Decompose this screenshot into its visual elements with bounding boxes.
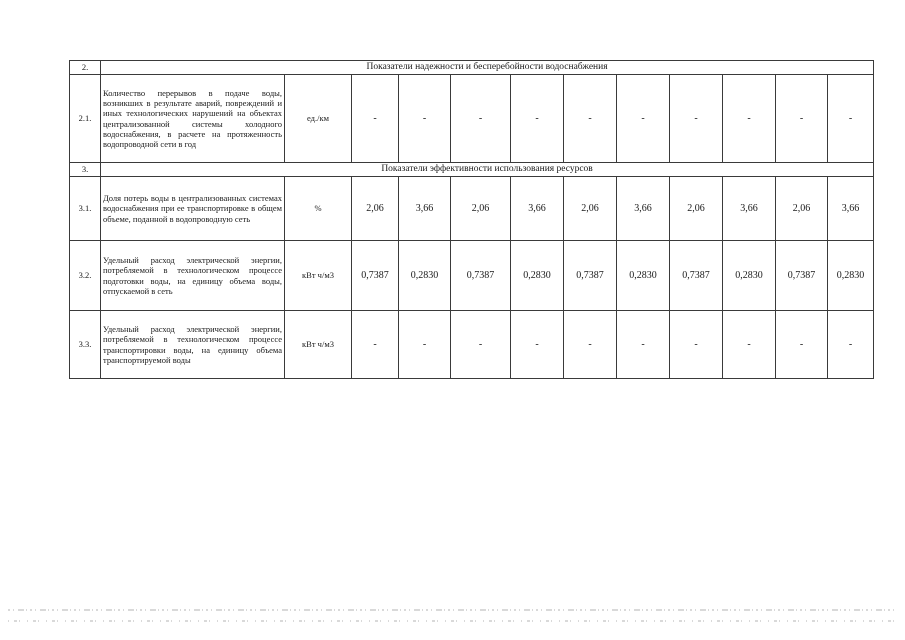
row-unit: кВт ч/м3 bbox=[285, 311, 352, 379]
value-cell: 2,06 bbox=[670, 177, 723, 241]
section-title: Показатели надежности и бесперебойности водоснабжения bbox=[101, 61, 874, 75]
row-number: 2.1. bbox=[70, 75, 101, 163]
value-cell: 3,66 bbox=[723, 177, 776, 241]
row-description: Доля потерь воды в централизованных системах водоснабжения при ее транспортировке в общем объеме, поданной в водопроводную сеть bbox=[101, 177, 285, 241]
table-row bbox=[70, 241, 874, 311]
table-row bbox=[70, 75, 874, 163]
value-cell: 2,06 bbox=[564, 177, 617, 241]
value-cell: 0,7387 bbox=[776, 241, 828, 311]
row-description: Удельный расход электрической энергии, потребляемой в технологическом процессе подготовки воды, на единицу объема воды, отпускаемой в сеть bbox=[101, 241, 285, 311]
value-cell: - bbox=[776, 75, 828, 163]
value-cell: 2,06 bbox=[451, 177, 511, 241]
table-row bbox=[70, 177, 874, 241]
section-header-row bbox=[70, 163, 874, 177]
value-cell: - bbox=[451, 75, 511, 163]
value-cell: 0,2830 bbox=[828, 241, 874, 311]
value-cell: 0,7387 bbox=[670, 241, 723, 311]
row-number: 3.3. bbox=[70, 311, 101, 379]
value-cell: 3,66 bbox=[511, 177, 564, 241]
value-cell: 3,66 bbox=[617, 177, 670, 241]
table-row bbox=[70, 311, 874, 379]
row-description: Удельный расход электрической энергии, потребляемой в технологическом процессе транспортировки воды, на единицу объема транспортируемой воды bbox=[101, 311, 285, 379]
scan-noise-strip bbox=[0, 606, 905, 626]
value-cell: - bbox=[828, 311, 874, 379]
row-number: 3.2. bbox=[70, 241, 101, 311]
value-cell: - bbox=[511, 311, 564, 379]
value-cell: - bbox=[399, 75, 451, 163]
value-cell: - bbox=[617, 311, 670, 379]
row-number: 3.1. bbox=[70, 177, 101, 241]
row-description: Количество перерывов в подаче воды, возникших в результате аварий, повреждений и иных технологических нарушений на объектах централизованной системы холодного водоснабжения, в расчете на протяженность водопроводной сети в год bbox=[101, 75, 285, 163]
value-cell: - bbox=[670, 75, 723, 163]
value-cell: 0,2830 bbox=[399, 241, 451, 311]
value-cell: 3,66 bbox=[828, 177, 874, 241]
value-cell: - bbox=[564, 311, 617, 379]
value-cell: - bbox=[617, 75, 670, 163]
value-cell: - bbox=[451, 311, 511, 379]
row-unit: % bbox=[285, 177, 352, 241]
indicators-table bbox=[69, 60, 874, 379]
value-cell: - bbox=[723, 75, 776, 163]
value-cell: 0,2830 bbox=[617, 241, 670, 311]
value-cell: - bbox=[723, 311, 776, 379]
section-title: Показатели эффективности использования ресурсов bbox=[101, 163, 874, 177]
value-cell: - bbox=[828, 75, 874, 163]
value-cell: - bbox=[511, 75, 564, 163]
value-cell: 3,66 bbox=[399, 177, 451, 241]
value-cell: - bbox=[670, 311, 723, 379]
value-cell: - bbox=[352, 75, 399, 163]
value-cell: 0,7387 bbox=[564, 241, 617, 311]
row-unit: кВт ч/м3 bbox=[285, 241, 352, 311]
value-cell: 2,06 bbox=[776, 177, 828, 241]
value-cell: 0,2830 bbox=[511, 241, 564, 311]
value-cell: - bbox=[776, 311, 828, 379]
table-body bbox=[70, 61, 874, 379]
section-number: 3. bbox=[70, 163, 101, 177]
value-cell: 2,06 bbox=[352, 177, 399, 241]
value-cell: - bbox=[352, 311, 399, 379]
value-cell: 0,2830 bbox=[723, 241, 776, 311]
value-cell: 0,7387 bbox=[352, 241, 399, 311]
value-cell: 0,7387 bbox=[451, 241, 511, 311]
value-cell: - bbox=[399, 311, 451, 379]
section-number: 2. bbox=[70, 61, 101, 75]
value-cell: - bbox=[564, 75, 617, 163]
section-header-row bbox=[70, 61, 874, 75]
row-unit: ед./км bbox=[285, 75, 352, 163]
